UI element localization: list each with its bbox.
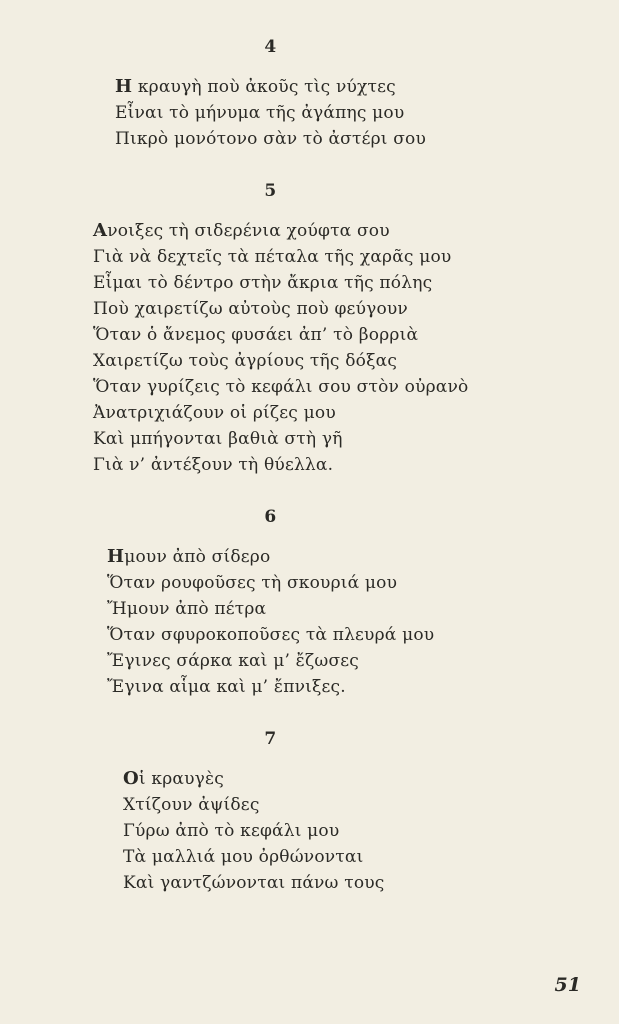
page-number: 51 <box>554 974 581 996</box>
poem-line: Η κραυγὴ ποὺ ἀκοῦς τὶς νύχτες <box>115 76 396 97</box>
stanza <box>123 766 619 896</box>
poem-line: Ἤμουν ἀπὸ πέτρα <box>107 599 267 619</box>
poem-line: Ἔγινες σάρκα καὶ μ’ ἔζωσες <box>107 651 359 671</box>
section-number: 5 <box>264 181 277 201</box>
poem-line: Γύρω ἀπὸ τὸ κεφάλι μου <box>123 821 340 841</box>
section-number: 6 <box>264 507 277 527</box>
poem-line: Καὶ μπήγονται βαθιὰ στὴ γῆ <box>93 429 343 449</box>
poem-line: Ημουν ἀπὸ σίδερο <box>107 546 271 567</box>
poem-section-4 <box>93 34 619 152</box>
poem-line: Εἶμαι τὸ δέντρο στὴν ἄκρια τῆς πόλης <box>93 273 433 293</box>
poem-section-5 <box>93 178 619 478</box>
section-number: 4 <box>264 37 277 57</box>
poem-line: Χαιρετίζω τοὺς ἀγρίους τῆς δόξας <box>93 351 398 371</box>
poem-line: Ὅταν γυρίζεις τὸ κεφάλι σου στὸν οὐρανὸ <box>93 377 469 397</box>
poem-line: Οἱ κραυγὲς <box>123 768 225 789</box>
poem-line: Ὅταν ρουφοῦσες τὴ σκουριά μου <box>107 573 398 593</box>
poem-line: Τὰ μαλλιά μου ὀρθώνονται <box>123 847 364 867</box>
poem-line: Πικρὸ μονότονο σὰν τὸ ἀστέρι σου <box>115 129 427 149</box>
poem-line: Καὶ γαντζώνονται πάνω τους <box>123 873 385 893</box>
poem-section-7 <box>93 726 619 896</box>
poem-line: Ὅταν σφυροκοποῦσες τὰ πλευρά μου <box>107 625 435 645</box>
poem-line: Χτίζουν ἀψίδες <box>123 795 260 815</box>
poem-line: Ποὺ χαιρετίζω αὐτοὺς ποὺ φεύγουν <box>93 299 408 319</box>
poem-line: Γιὰ ν’ ἀντέξουν τὴ θύελλα. <box>93 455 334 475</box>
poem-section-6 <box>93 504 619 700</box>
poem-line: Ἔγινα αἷμα καὶ μ’ ἔπνιξες. <box>107 677 346 697</box>
poem-line: Ἀνατριχιάζουν οἱ ρίζες μου <box>93 403 336 423</box>
stanza <box>115 74 619 152</box>
poem-line: Ὅταν ὁ ἄνεμος φυσάει ἀπ’ τὸ βορριὰ <box>93 325 419 345</box>
poem-line: Εἶναι τὸ μήνυμα τῆς ἀγάπης μου <box>115 103 405 123</box>
poem-line: Γιὰ νὰ δεχτεῖς τὰ πέταλα τῆς χαρᾶς μου <box>93 247 452 267</box>
poem-line: Ανοιξες τὴ σιδερένια χούφτα σου <box>93 220 390 241</box>
stanza <box>107 544 619 700</box>
stanza <box>93 218 619 478</box>
section-number: 7 <box>264 729 277 749</box>
